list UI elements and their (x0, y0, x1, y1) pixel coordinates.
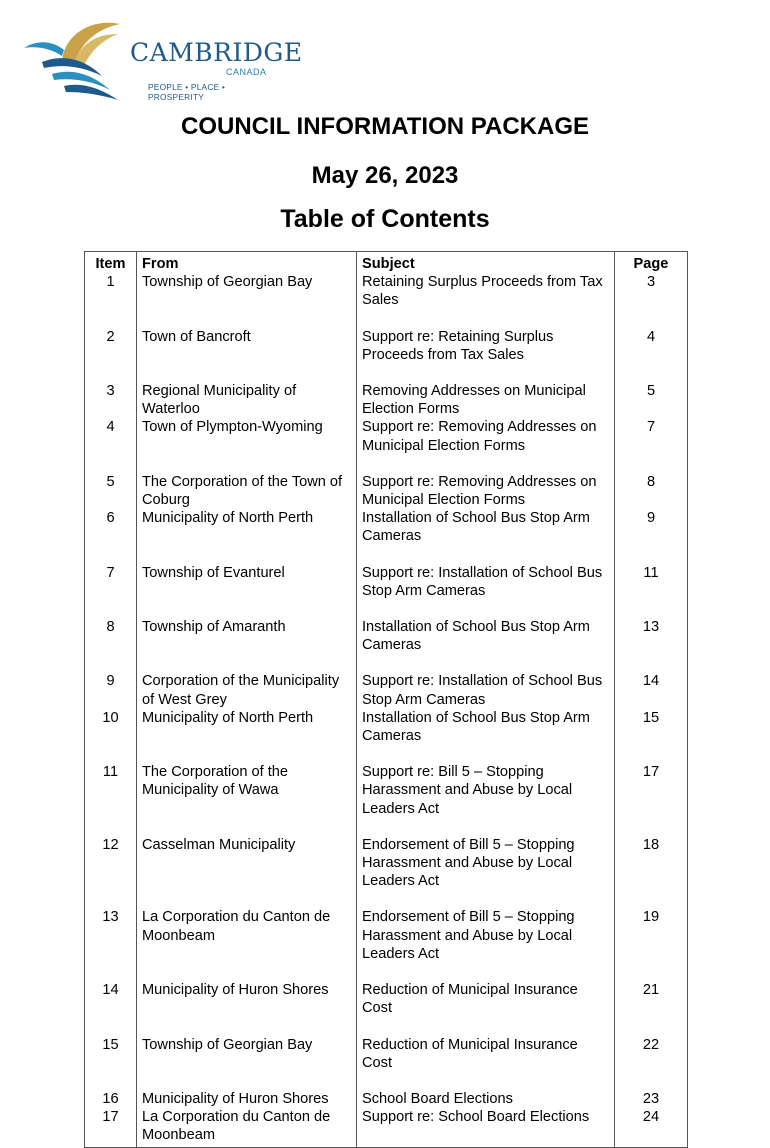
column-header-from: From (137, 252, 357, 274)
table-row (85, 564, 688, 618)
item-from: Regional Municipality of Waterloo (137, 382, 357, 418)
item-page: 19 (615, 908, 688, 981)
item-number: 6 (85, 509, 137, 563)
item-from: Municipality of North Perth (137, 709, 357, 763)
table-row (85, 763, 688, 836)
item-number: 17 (85, 1108, 137, 1147)
item-from: Municipality of North Perth (137, 509, 357, 563)
table-row (85, 273, 688, 327)
table-row (85, 981, 688, 1035)
item-page: 21 (615, 981, 688, 1035)
item-page: 23 (615, 1090, 688, 1108)
item-from: The Corporation of the Municipality of Wawa (137, 763, 357, 836)
item-number: 13 (85, 908, 137, 981)
table-row (85, 709, 688, 763)
item-from: La Corporation du Canton de Moonbeam (137, 1108, 357, 1147)
logo-name: CAMBRIDGE (130, 38, 303, 67)
package-date: May 26, 2023 (311, 162, 459, 189)
item-page: 3 (615, 273, 688, 327)
item-subject: Support re: Bill 5 – Stopping Harassment and Abuse by Local Leaders Act (357, 763, 615, 836)
table-row (85, 836, 688, 909)
item-from: La Corporation du Canton de Moonbeam (137, 908, 357, 981)
item-number: 4 (85, 418, 137, 472)
table-row (85, 418, 688, 472)
item-number: 2 (85, 328, 137, 382)
item-page: 17 (615, 763, 688, 836)
item-page: 15 (615, 709, 688, 763)
item-page: 8 (615, 473, 688, 509)
logo-country: CANADA (226, 67, 267, 77)
table-of-contents (84, 251, 688, 1148)
item-from: Township of Evanturel (137, 564, 357, 618)
item-page: 11 (615, 564, 688, 618)
item-page: 7 (615, 418, 688, 472)
table-row (85, 1090, 688, 1108)
column-header-page: Page (615, 252, 688, 274)
item-page: 22 (615, 1036, 688, 1090)
table-row (85, 328, 688, 382)
cambridge-logo (22, 14, 303, 104)
page-title: COUNCIL INFORMATION PACKAGE (181, 113, 589, 140)
item-from: Township of Georgian Bay (137, 1036, 357, 1090)
item-number: 5 (85, 473, 137, 509)
item-number: 14 (85, 981, 137, 1035)
item-subject: Support re: Installation of School Bus Stop Arm Cameras (357, 564, 615, 618)
item-number: 8 (85, 618, 137, 672)
item-page: 4 (615, 328, 688, 382)
item-number: 3 (85, 382, 137, 418)
item-page: 13 (615, 618, 688, 672)
item-subject: Installation of School Bus Stop Arm Cameras (357, 618, 615, 672)
item-subject: Support re: Installation of School Bus Stop Arm Cameras (357, 672, 615, 708)
item-from: Town of Bancroft (137, 328, 357, 382)
item-subject: School Board Elections (357, 1090, 615, 1108)
cambridge-emblem-icon (22, 14, 132, 104)
item-number: 7 (85, 564, 137, 618)
item-page: 9 (615, 509, 688, 563)
item-from: Municipality of Huron Shores (137, 981, 357, 1035)
item-subject: Retaining Surplus Proceeds from Tax Sales (357, 273, 615, 327)
item-number: 12 (85, 836, 137, 909)
item-subject: Installation of School Bus Stop Arm Cameras (357, 709, 615, 763)
table-row (85, 618, 688, 672)
item-subject: Support re: Removing Addresses on Municipal Election Forms (357, 418, 615, 472)
item-subject: Removing Addresses on Municipal Election Forms (357, 382, 615, 418)
item-from: The Corporation of the Town of Coburg (137, 473, 357, 509)
table-row (85, 473, 688, 509)
item-subject: Reduction of Municipal Insurance Cost (357, 1036, 615, 1090)
item-number: 9 (85, 672, 137, 708)
item-page: 24 (615, 1108, 688, 1147)
item-number: 15 (85, 1036, 137, 1090)
table-row (85, 509, 688, 563)
item-subject: Endorsement of Bill 5 – Stopping Harassment and Abuse by Local Leaders Act (357, 908, 615, 981)
item-from: Casselman Municipality (137, 836, 357, 909)
toc-heading: Table of Contents (280, 205, 490, 233)
item-number: 11 (85, 763, 137, 836)
table-row (85, 1036, 688, 1090)
column-header-subject: Subject (357, 252, 615, 274)
item-number: 10 (85, 709, 137, 763)
item-page: 5 (615, 382, 688, 418)
item-subject: Support re: Removing Addresses on Municipal Election Forms (357, 473, 615, 509)
table-row (85, 672, 688, 708)
item-from: Municipality of Huron Shores (137, 1090, 357, 1108)
item-subject: Support re: Retaining Surplus Proceeds from Tax Sales (357, 328, 615, 382)
item-subject: Installation of School Bus Stop Arm Cameras (357, 509, 615, 563)
table-header-row (85, 252, 688, 274)
item-subject: Endorsement of Bill 5 – Stopping Harassment and Abuse by Local Leaders Act (357, 836, 615, 909)
item-number: 16 (85, 1090, 137, 1108)
logo-tagline: PEOPLE • PLACE • PROSPERITY (148, 82, 226, 102)
column-header-item: Item (85, 252, 137, 274)
item-number: 1 (85, 273, 137, 327)
table-row (85, 908, 688, 981)
item-subject: Support re: School Board Elections (357, 1108, 615, 1147)
table-row (85, 382, 688, 418)
item-from: Corporation of the Municipality of West Grey (137, 672, 357, 708)
table-body (85, 273, 688, 1147)
item-subject: Reduction of Municipal Insurance Cost (357, 981, 615, 1035)
item-page: 18 (615, 836, 688, 909)
table-row (85, 1108, 688, 1147)
item-from: Township of Amaranth (137, 618, 357, 672)
item-from: Town of Plympton-Wyoming (137, 418, 357, 472)
item-from: Township of Georgian Bay (137, 273, 357, 327)
item-page: 14 (615, 672, 688, 708)
